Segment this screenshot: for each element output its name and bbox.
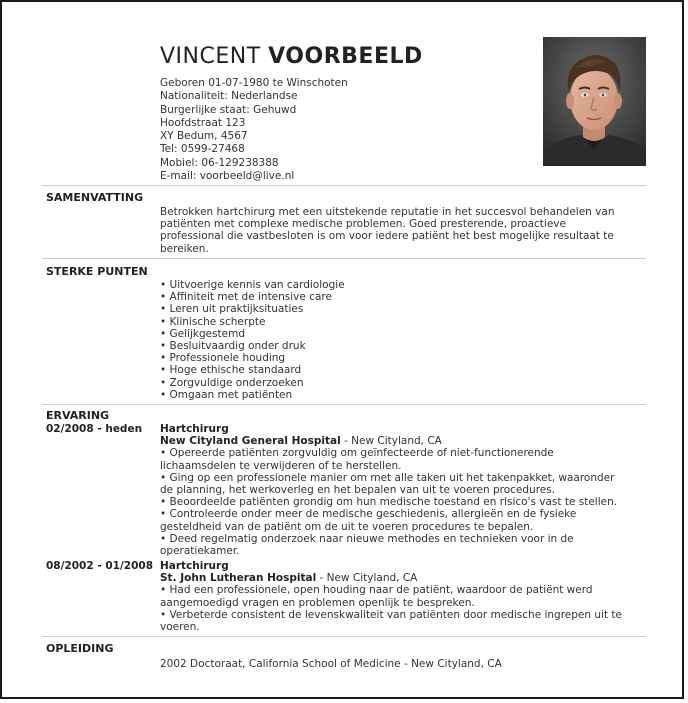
job-bullet: • Deed regelmatig onderzoek naar nieuwe methodes en technieken voor in de operatiekamer.: [160, 533, 630, 557]
first-name: VINCENT: [160, 44, 261, 69]
job-employer: [160, 435, 630, 447]
job-employer: [160, 572, 630, 584]
job-bullet: • Ging op een professionele manier om met alle taken uit het takenpakket, waaronder de planning, het werkoverleg en het bepalen van uit te voeren procedures.: [160, 472, 630, 496]
contact-birth: Geboren 01-07-1980 te Winschoten: [160, 77, 348, 89]
list-item: • Omgaan met patiënten: [160, 389, 630, 401]
list-item: • Zorgvuldige onderzoeken: [160, 377, 630, 389]
contact-details: [160, 77, 348, 183]
contact-email: E-mail: voorbeeld@live.nl: [160, 170, 295, 183]
employer-location: - New Cityland, CA: [340, 435, 442, 448]
list-item: • Uitvoerige kennis van cardiologie: [160, 279, 630, 291]
candidate-name: [160, 44, 423, 69]
summary-text: Betrokken hartchirurg met een uitstekende reputatie in het succesvol behandelen van patiënten met complexe medische problemen. Goed presterende, proactieve professional die vastbesloten is om voor iedere patiënt het best mogelijke resultaat te bereiken.: [160, 206, 615, 255]
job-bullet: • Controleerde onder meer de medische geschiedenis, allergieën en de fysieke gesteldheid van de patiënt om de uit te voeren procedures te bepalen.: [160, 508, 630, 532]
employer-name: St. John Lutheran Hospital: [160, 572, 317, 585]
job-bullet: • Verbeterde consistent de levenskwaliteit van patiënten door medische ingrepen uit te voeren.: [160, 609, 630, 633]
list-item: • Leren uit praktijksituaties: [160, 303, 630, 315]
section-title-strengths: STERKE PUNTEN: [46, 265, 148, 278]
list-item: • Professionele houding: [160, 352, 630, 364]
employer-name: New Cityland General Hospital: [160, 435, 341, 448]
divider-summary: [42, 185, 646, 186]
portrait-photo: [543, 37, 646, 166]
job-dates: 08/2002 - 01/2008: [46, 560, 154, 572]
section-title-summary: SAMENVATTING: [46, 191, 144, 204]
job-entry: [160, 560, 630, 633]
list-item: • Gelijkgestemd: [160, 328, 630, 340]
divider-education: [42, 636, 646, 637]
contact-marital-status: Burgerlijke staat: Gehuwd: [160, 103, 297, 116]
job-entry: [160, 423, 630, 557]
employer-location: - New Cityland, CA: [316, 572, 418, 585]
divider-strengths: [42, 258, 646, 259]
job-title: Hartchirurg: [160, 560, 229, 572]
contact-mobile: Mobiel: 06-129238388: [160, 156, 279, 169]
education-text: 2002 Doctoraat, California School of Medicine - New Cityland, CA: [160, 658, 502, 670]
list-item: • Besluitvaardig onder druk: [160, 340, 630, 352]
last-name: VOORBEELD: [268, 44, 423, 69]
job-bullet: • Beoordeelde patiënten grondig om hun medische toestand en risico's vast te stellen.: [160, 496, 630, 508]
contact-postal: XY Bedum, 4567: [160, 130, 248, 143]
contact-phone: Tel: 0599-27468: [160, 143, 245, 156]
job-bullet: • Had een professionele, open houding naar de patiënt, waardoor de patiënt werd aangemoedigd vragen en problemen openlijk te bespreken.: [160, 584, 630, 608]
strengths-list: [160, 279, 630, 401]
section-title-experience: ERVARING: [46, 409, 110, 422]
divider-experience: [42, 404, 646, 405]
list-item: • Hoge ethische standaard: [160, 364, 630, 376]
contact-nationality: Nationaliteit: Nederlandse: [160, 90, 298, 103]
contact-street: Hoofdstraat 123: [160, 116, 246, 129]
portrait-illustration: [543, 37, 646, 166]
job-title: Hartchirurg: [160, 423, 229, 435]
job-bullet: • Opereerde patiënten zorgvuldig om geïnfecteerde of niet-functionerende lichaamsdelen te verwijderen of te herstellen.: [160, 447, 630, 471]
list-item: • Klinische scherpte: [160, 316, 630, 328]
job-dates: 02/2008 - heden: [46, 423, 143, 435]
section-title-education: OPLEIDING: [46, 642, 114, 655]
list-item: • Affiniteit met de intensive care: [160, 291, 630, 303]
